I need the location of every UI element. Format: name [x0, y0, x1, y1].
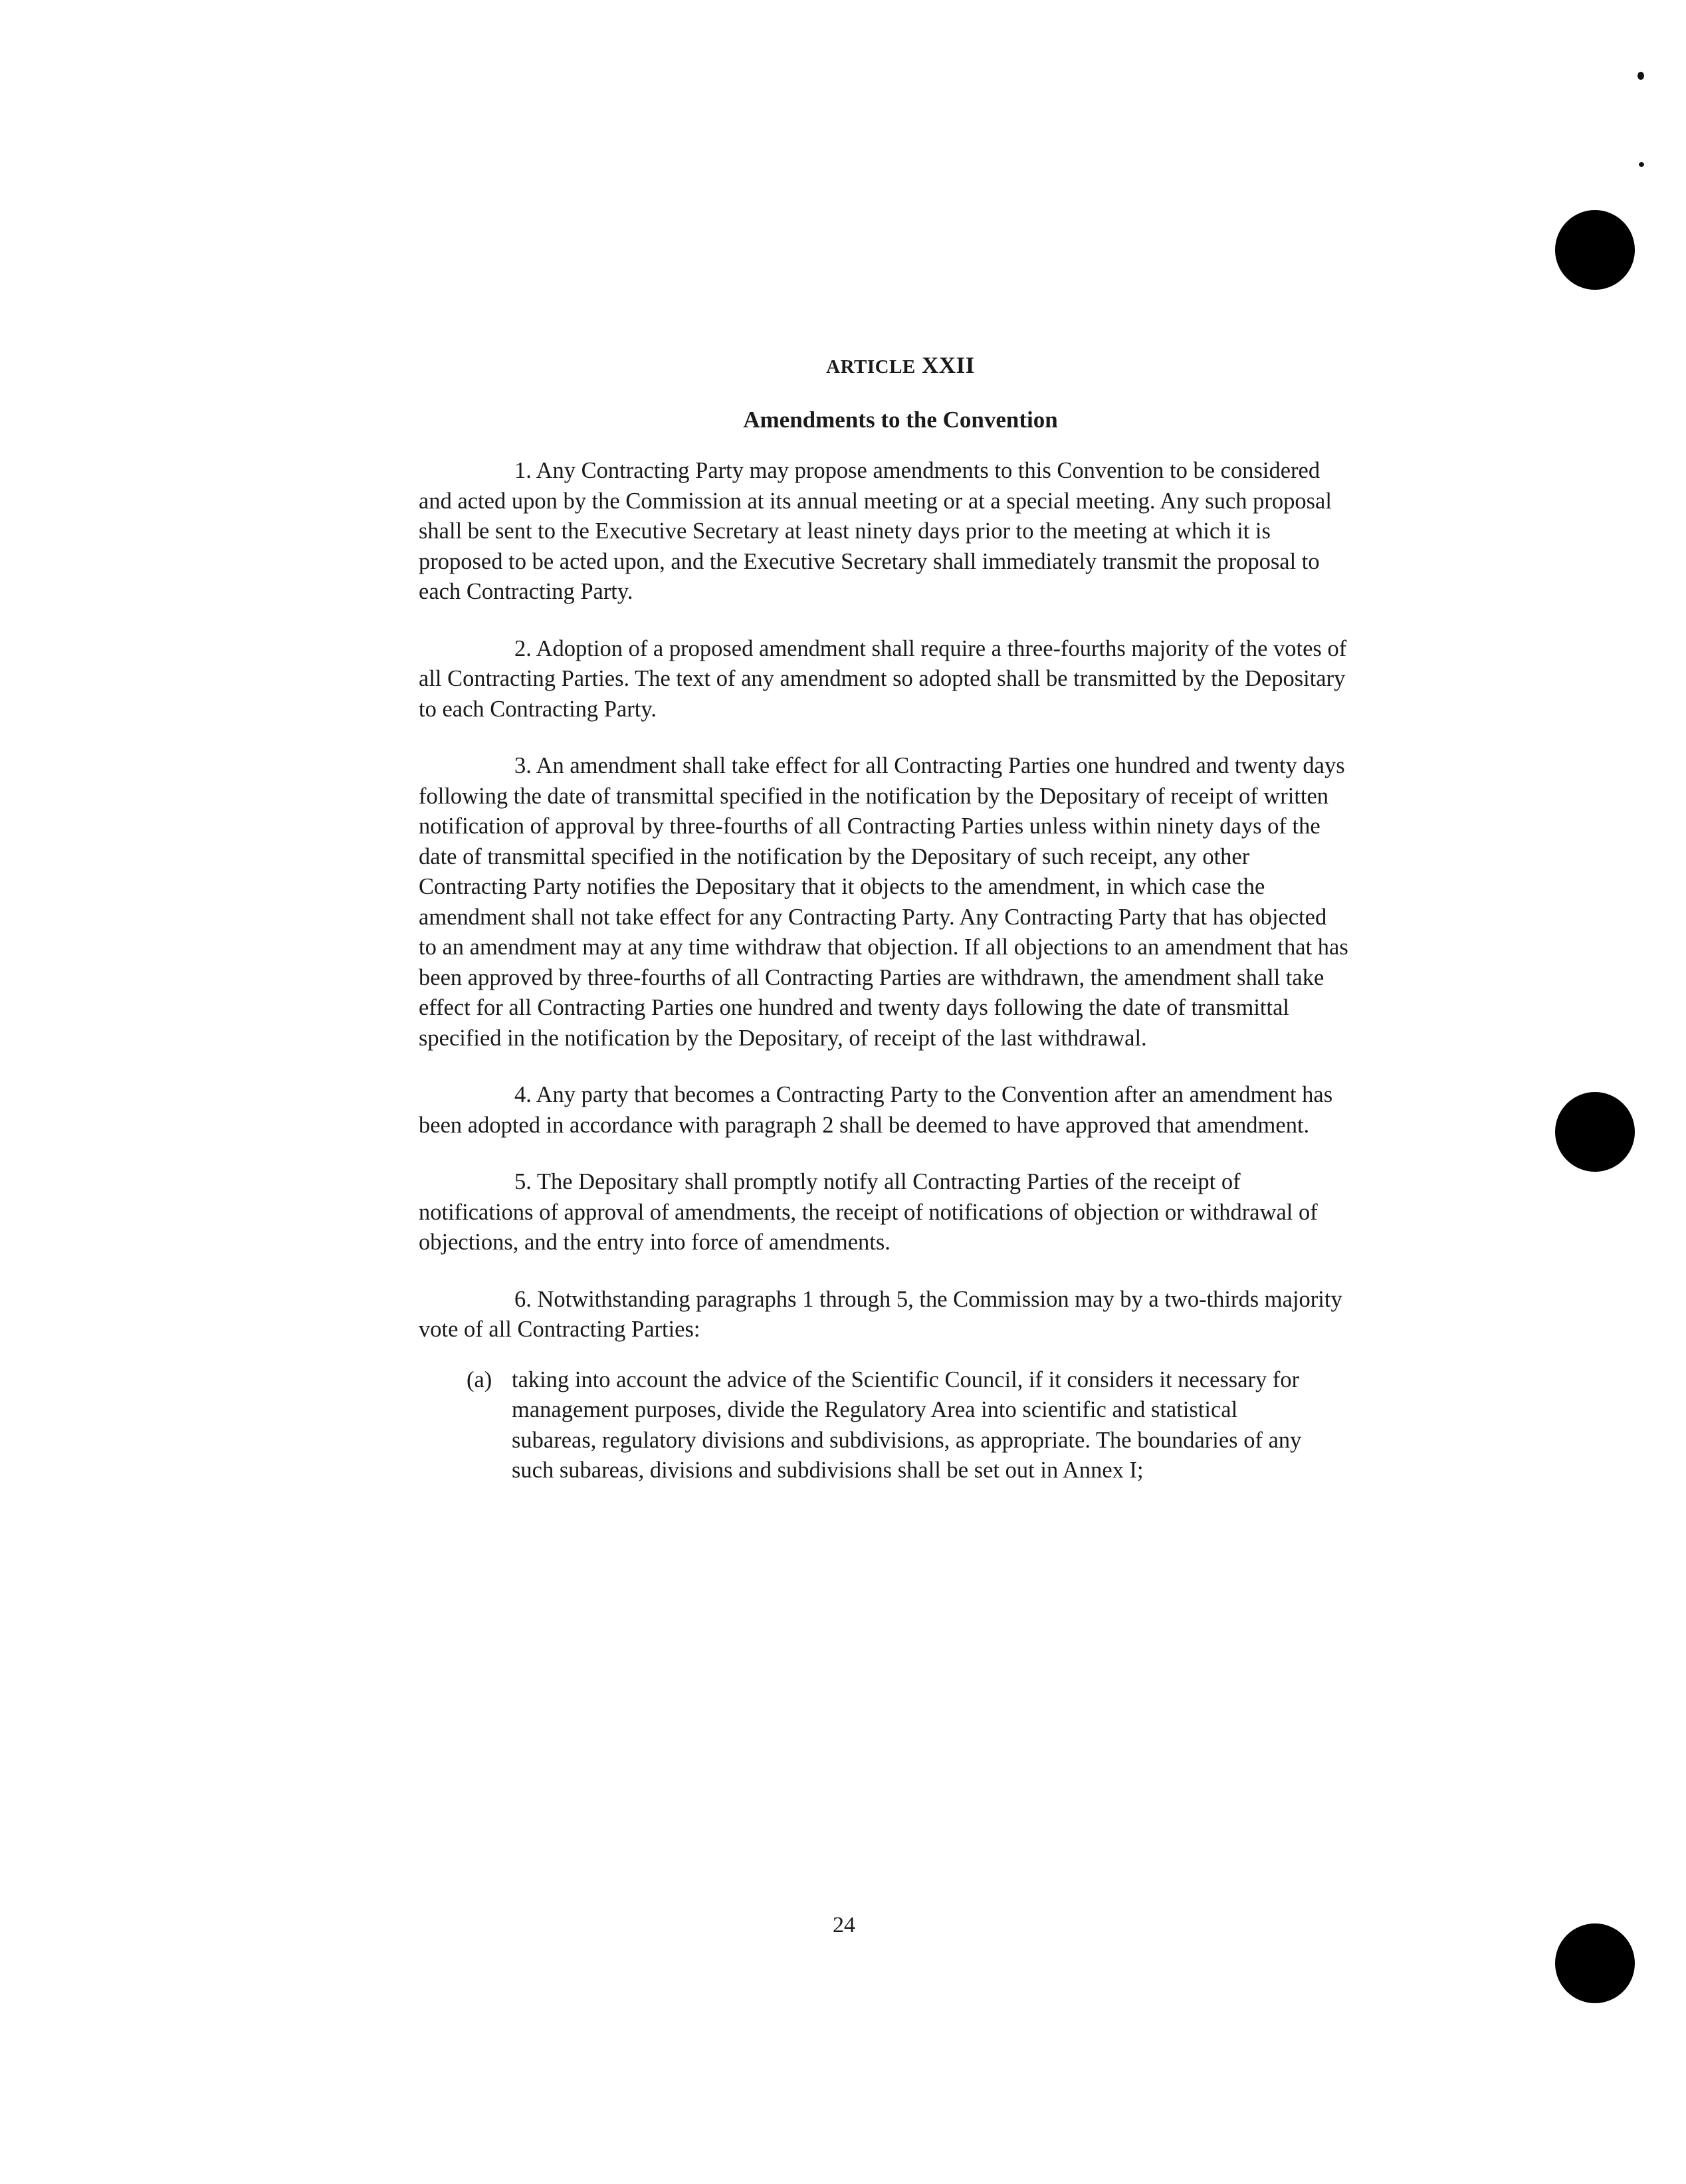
sub-item-text: taking into account the advice of the Scientific Council, if it considers it necessary for management purposes, divide the Regulatory Area into scientific and statistical subareas, regulatory divisions and subdivisions, as appropriate. The boundaries of any such subareas, divisions and subdivisions shall be set out in Annex I; [512, 1366, 1302, 1483]
sub-item-letter: (a) [467, 1366, 492, 1392]
paragraph-number: 5. [514, 1169, 532, 1194]
paragraph-number: 3. [514, 753, 532, 778]
paragraph-2 [419, 634, 1349, 725]
article-title: Amendments to the Convention [743, 407, 1058, 433]
scan-speck [1639, 162, 1644, 167]
punch-hole [1555, 1923, 1635, 2003]
paragraph-4 [419, 1080, 1349, 1141]
paragraph-text: Adoption of a proposed amendment shall require a three-fourths majority of the votes of all Contracting Parties. The text of any amendment so adopted shall be transmitted by the Depositary to each Contracting Party. [419, 635, 1347, 722]
paragraph-text: An amendment shall take effect for all Contracting Parties one hundred and twenty days following the date of transmittal specified in the notification by the Depositary of receipt of written notification of approval by three-fourths of all Contracting Parties unless within ninety days of the date of transmittal specified in the notification by the Depositary of such receipt, any other Contracting Party notifies the Depositary that it objects to the amendment, in which case the amendment shall not take effect for any Contracting Party. Any Contracting Party that has objected to an amendment may at any time withdraw that objection. If all objections to an amendment that has been approved by three-fourths of all Contracting Parties are withdrawn, the amendment shall take effect for all Contracting Parties one hundred and twenty days following the date of transmittal specified in the notification by the Depositary, of receipt of the last withdrawal. [419, 753, 1348, 1051]
paragraph-text: Any Contracting Party may propose amendments to this Convention to be considered and acted upon by the Commission at its annual meeting or at a special meeting. Any such proposal shall be sent to the Executive Secretary at least ninety days prior to the meeting at which it is proposed to be acted upon, and the Executive Secretary shall immediately transmit the proposal to each Contracting Party. [419, 458, 1332, 604]
paragraph-text: Notwithstanding paragraphs 1 through 5, the Commission may by a two-thirds majority vote of all Contracting Parties: [419, 1286, 1342, 1342]
paragraph-number: 4. [514, 1082, 532, 1107]
paragraph-text: The Depositary shall promptly notify all Contracting Parties of the receipt of notifications of approval of amendments, the receipt of notifications of objection or withdrawal of objections, and the entry into force of amendments. [419, 1169, 1318, 1255]
article-heading-prefix: ARTICLE [826, 356, 916, 378]
paragraph-5 [419, 1167, 1349, 1258]
article-heading [419, 352, 1382, 379]
article-body [419, 456, 1349, 1486]
page-number: 24 [833, 1913, 855, 1937]
paragraph-3 [419, 751, 1349, 1053]
paragraph-number: 1. [514, 458, 532, 483]
sub-item-a [419, 1365, 1322, 1486]
paragraph-6 [419, 1285, 1349, 1345]
paragraph-text: Any party that becomes a Contracting Party to the Convention after an amendment has been adopted in accordance with paragraph 2 shall be deemed to have approved that amendment. [419, 1082, 1333, 1138]
paragraph-number: 6. [514, 1286, 532, 1312]
punch-hole [1555, 1092, 1635, 1172]
scan-speck [1637, 72, 1644, 80]
article-heading-numeral: XXII [922, 352, 975, 378]
paragraph-number: 2. [514, 635, 532, 661]
paragraph-1 [419, 456, 1349, 607]
punch-hole [1555, 210, 1635, 290]
